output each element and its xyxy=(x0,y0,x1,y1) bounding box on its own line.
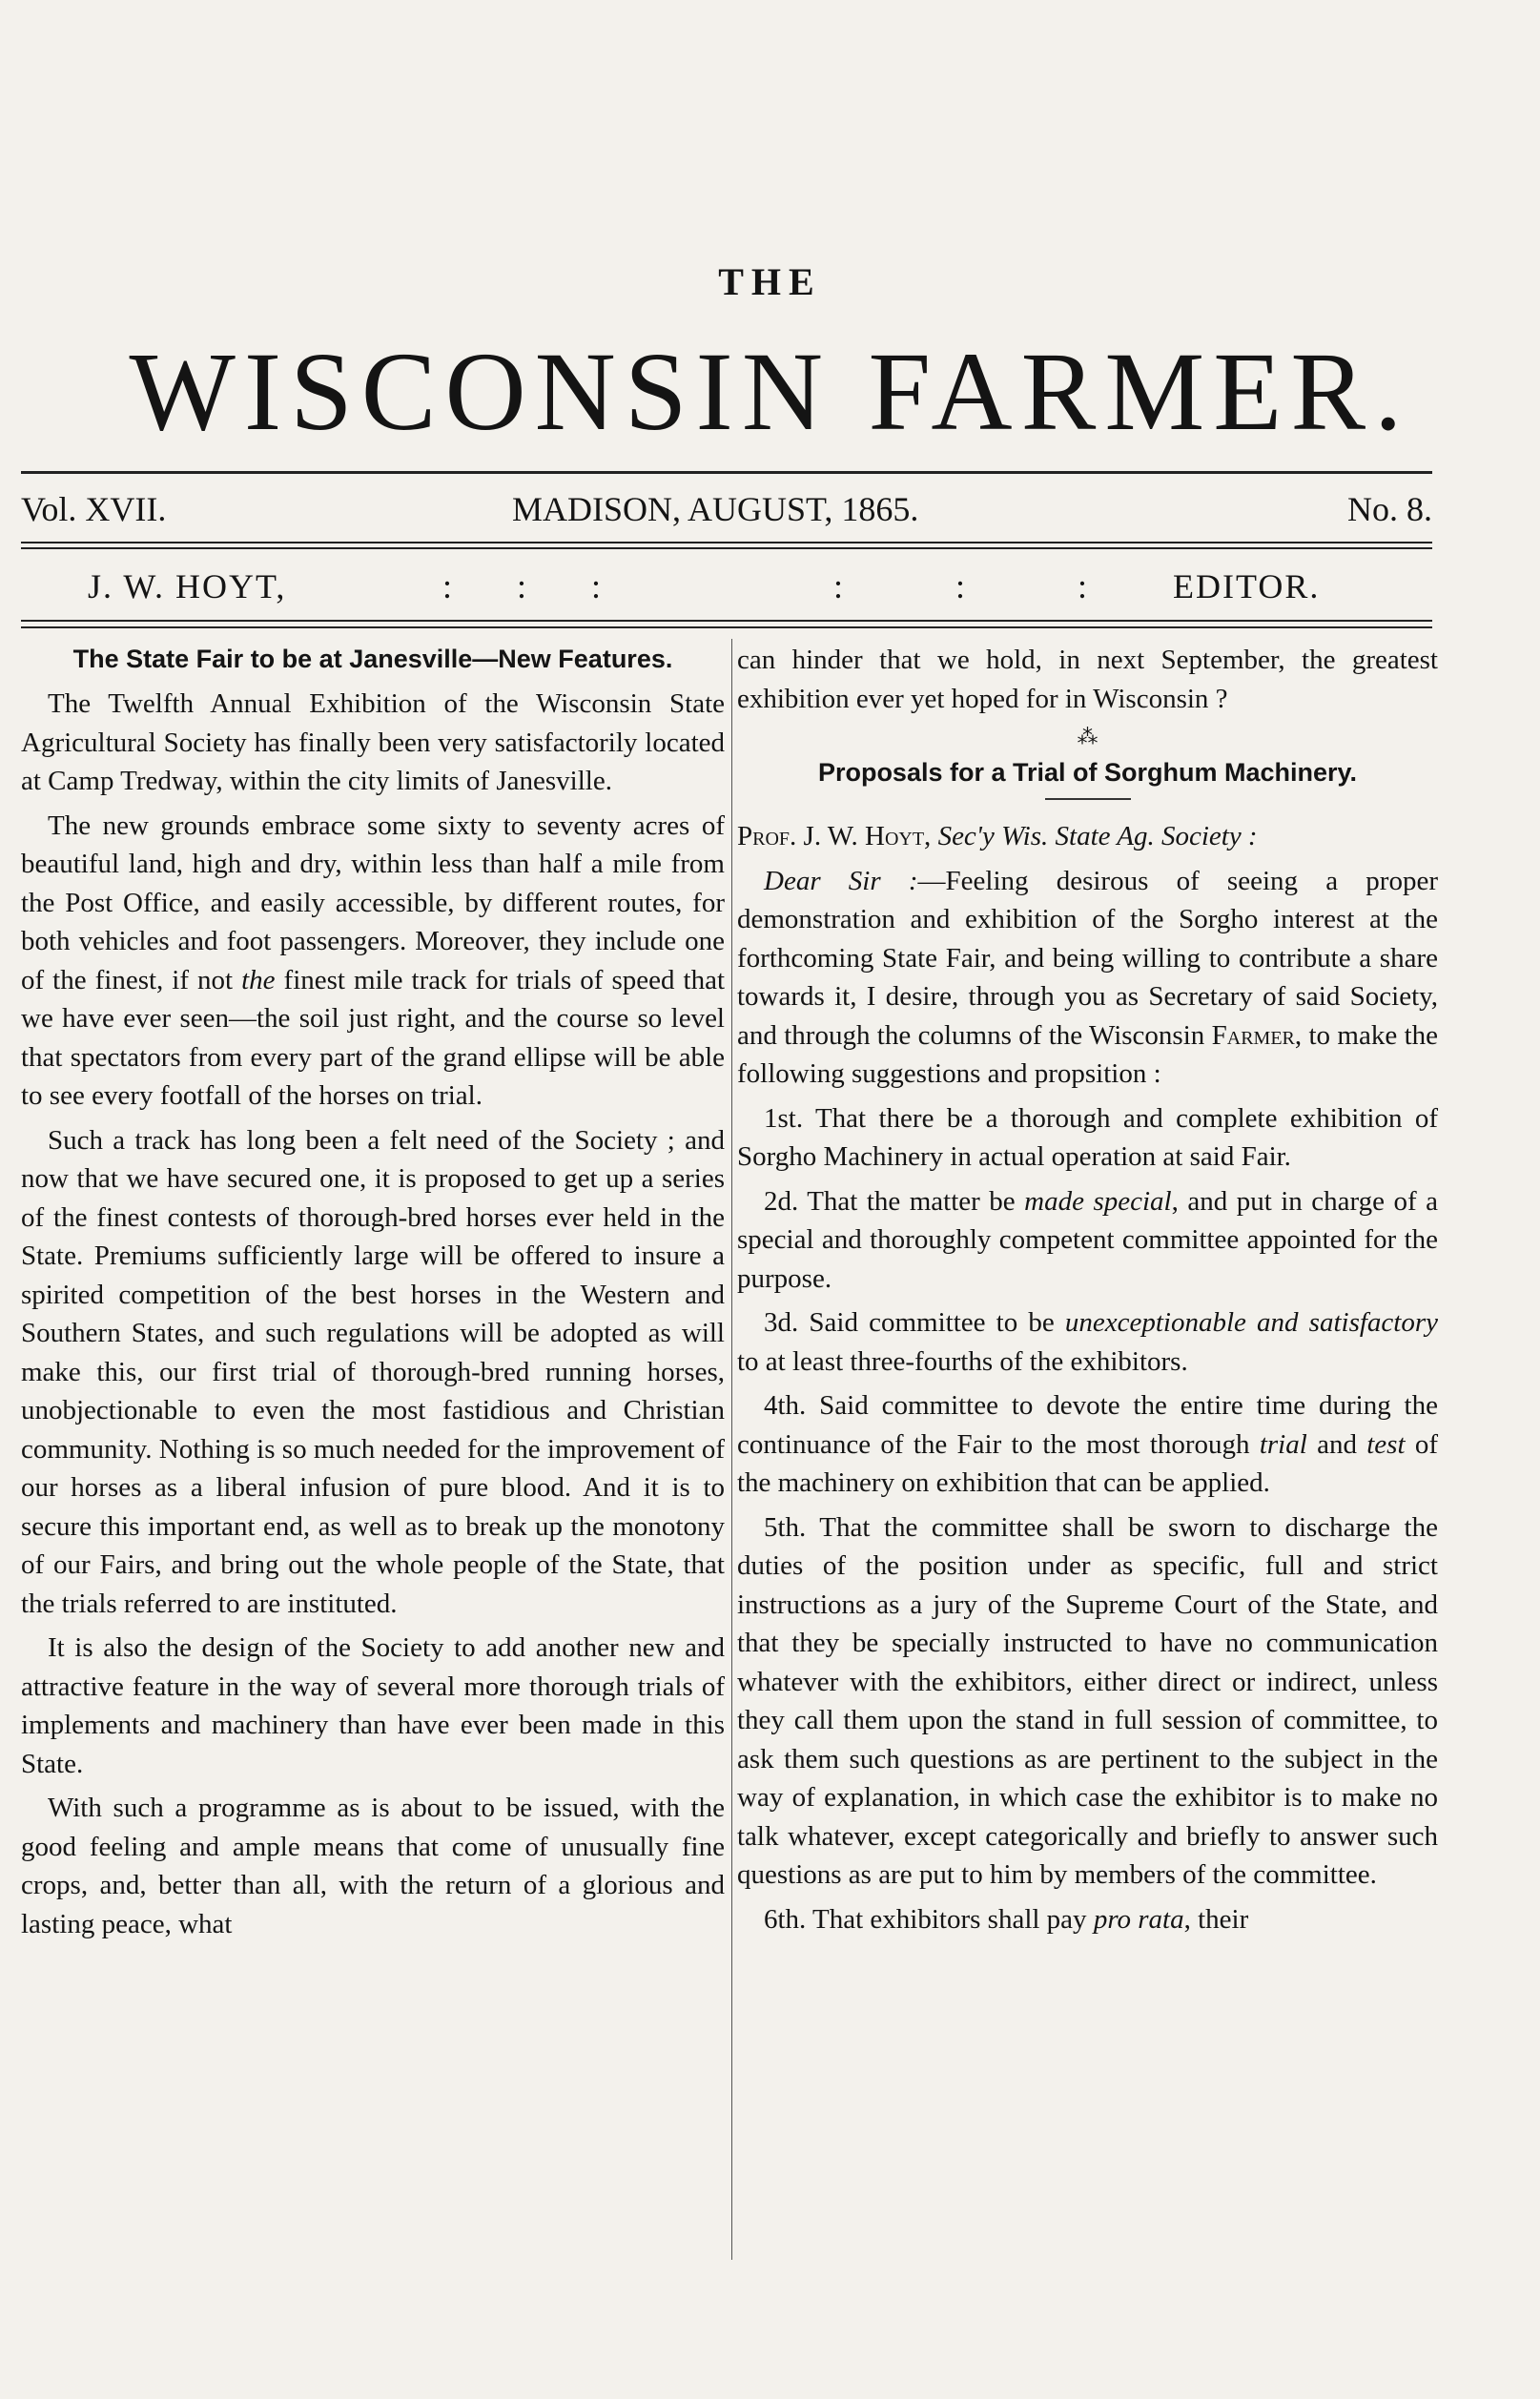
issue-info-row xyxy=(21,489,1432,531)
masthead-the: THE xyxy=(718,260,822,303)
info-rule-2 xyxy=(21,547,1432,549)
masthead-title: WISCONSIN FARMER. xyxy=(129,329,1411,454)
article-paragraph: It is also the design of the Society to add another new and attractive feature in the way of several more thorough trials of implements and machinery than have ever been made in this State. xyxy=(21,1632,725,1779)
editor-role: EDITOR. xyxy=(1173,567,1321,605)
masthead-rule-top xyxy=(21,471,1432,474)
volume-number: Vol. XVII. xyxy=(21,490,167,528)
emphasis: the xyxy=(241,964,276,995)
proposal-item: 1st. That there be a thorough and complete exhibition of Sorgho Machinery in actual operation at said Fair. xyxy=(737,1102,1438,1172)
heading-rule xyxy=(1045,798,1131,800)
colon-separator: : xyxy=(517,567,529,605)
colon-separator: : xyxy=(955,567,968,605)
article-paragraph: Such a track has long been a felt need of the Society ; and now that we have secured one, it is proposed to get up a series of the finest contests of thorough-bred horses ever held in the State. Premiums sufficiently large will be offered to insure a spirited competition of the best horses in the Western and Southern States, and such regulations will be adopted as will make this, our first trial of thorough-bred running horses, unobjectionable to even the most fastidious and Christian community. Nothing is so much needed for the improvement of our horses as a liberal infusion of pure blood. And it is to secure this important end, as well as to break up the monotony of our Fairs, and bring out the whole people of the State, that the trials referred to are instituted. xyxy=(21,1124,725,1619)
editor-rule-2 xyxy=(21,626,1432,628)
article-paragraph: With such a programme as is about to be issued, with the good feeling and ample means that come of unusually fine crops, and, better than all, with the return of a glorious and lasting peace, what xyxy=(21,1793,725,1939)
place-and-date: MADISON, AUGUST, 1865. xyxy=(512,490,919,528)
right-column xyxy=(737,641,1438,1944)
colon-separator: : xyxy=(1078,567,1090,605)
letter-address: Prof. J. W. Hoyt, Sec'y Wis. State Ag. Society : xyxy=(737,821,1258,851)
proposal-item: 3d. Said committee to be unexceptionable and satisfactory to at least three-fourths of the exhibitors. xyxy=(737,1307,1439,1377)
editor-name: J. W. HOYT, xyxy=(88,567,287,605)
article-heading: Proposals for a Trial of Sorghum Machinery. xyxy=(817,758,1358,787)
article-paragraph: The new grounds embrace some sixty to seventy acres of beautiful land, high and dry, within less than half a mile from the Post Office, and easily accessible, by different routes, for both vehicles and foot passengers. Moreover, they include one of the finest, if not the finest mile track for trials of speed that we have ever seen—the soil just right, and the course so level that spectators from every part of the grand ellipse will be able to see every footfall of the horses on trial. xyxy=(21,810,725,1111)
column-divider xyxy=(731,639,732,2260)
info-rule-1 xyxy=(21,542,1432,543)
colon-separator: : xyxy=(591,567,604,605)
editor-rule-1 xyxy=(21,620,1432,622)
editor-row xyxy=(21,566,1432,610)
section-ornament: ⁂ xyxy=(1077,725,1099,748)
proposal-item: 6th. That exhibitors shall pay pro rata, their xyxy=(764,1903,1249,1935)
issue-number: No. 8. xyxy=(1347,490,1432,528)
article-paragraph-continued: can hinder that we hold, in next September, the greatest exhibition ever yet hoped for in Wisconsin ? xyxy=(737,645,1438,714)
proposal-item: 2d. That the matter be made special, and put in charge of a special and thoroughly competent committee appointed for the purpose. xyxy=(737,1185,1439,1294)
proposal-item: 4th. Said committee to devote the entire time during the continuance of the Fair to the most thorough trial and test of the machinery on exhibition that can be applied. xyxy=(737,1390,1438,1498)
article-paragraph: The Twelfth Annual Exhibition of the Wisconsin State Agricultural Society has finally been very satisfactorily located at Camp Tredway, within the city limits of Janesville. xyxy=(21,688,725,796)
letter-intro: Dear Sir :—Feeling desirous of seeing a proper demonstration and exhibition of the Sorgho interest at the forthcoming State Fair, and being willing to contribute a share towards it, I desire, through you as Secretary of said Society, and through the columns of the Wisconsin Farmer, to make the following suggestions and propsition : xyxy=(737,865,1438,1089)
left-column xyxy=(21,641,725,1949)
proposal-item: 5th. That the committee shall be sworn to discharge the duties of the position under as specific, full and strict instructions as a jury of the Supreme Court of the State, and that they be specially instructed to have no communication whatever with the exhibitors, either direct or indirect, unless they call them upon the stand in full session of committee, to ask them such questions as are pertinent to the subject in the way of explanation, in which case the exhibitor is to make no talk whatever, except categorically and briefly to answer such questions as are put to him by members of the committee. xyxy=(737,1511,1438,1890)
colon-separator: : xyxy=(833,567,846,605)
article-heading: The State Fair to be at Janesville—New Features. xyxy=(72,645,673,673)
colon-separator: : xyxy=(442,567,455,605)
salutation: Dear Sir : xyxy=(764,865,918,896)
